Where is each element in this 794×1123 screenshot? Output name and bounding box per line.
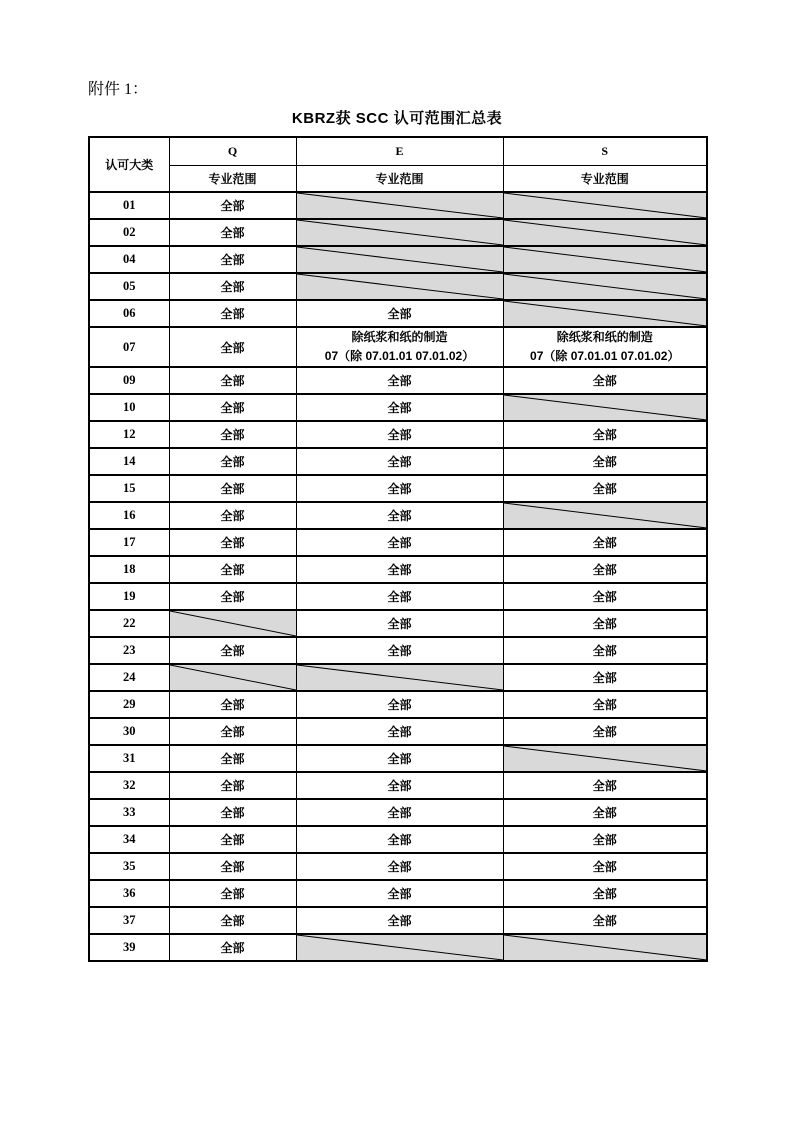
table-row [89,826,707,853]
row-id-cell: 15 [89,475,169,502]
scope-cell-q: 全部 [169,475,296,502]
diagonal-line [504,274,707,299]
scope-cell-line: 除纸浆和纸的制造 [351,330,448,344]
scope-cell-q: 全部 [169,529,296,556]
diagonal-line [504,193,707,218]
scope-cell-s [503,934,707,961]
row-id-cell: 24 [89,664,169,691]
table-row [89,367,707,394]
scope-cell-e: 全部 [296,718,503,745]
scope-cell-s: 全部 [503,664,707,691]
scope-cell-q: 全部 [169,907,296,934]
scope-cell-q: 全部 [169,394,296,421]
table-row [89,300,707,327]
row-id-cell: 12 [89,421,169,448]
scope-cell-q: 全部 [169,192,296,219]
table-row [89,475,707,502]
table-row [89,691,707,718]
scope-cell-line: 07（除 07.01.01 07.01.02） [530,349,680,363]
table-row [89,448,707,475]
scope-cell-e: 全部 [296,826,503,853]
scope-cell-s: 全部 [503,637,707,664]
scope-cell-s [503,300,707,327]
scope-cell-e [296,327,503,367]
scope-cell-e: 全部 [296,799,503,826]
row-id-cell: 06 [89,300,169,327]
subheader-cell-s: 专业范围 [503,165,707,192]
scope-cell-q: 全部 [169,300,296,327]
table-row [89,327,707,367]
diagonal-line [504,395,707,420]
scope-cell-s: 全部 [503,799,707,826]
scope-cell-s: 全部 [503,880,707,907]
diagonal-line [297,935,503,960]
header-row-columns [89,137,707,165]
scope-cell-e: 全部 [296,556,503,583]
scope-cell-s: 全部 [503,610,707,637]
row-id-cell: 05 [89,273,169,300]
scope-cell-e: 全部 [296,637,503,664]
row-id-cell: 29 [89,691,169,718]
scope-cell-line: 除纸浆和纸的制造 [556,330,653,344]
row-id-cell: 37 [89,907,169,934]
scope-cell-q [169,610,296,637]
scope-cell-q: 全部 [169,556,296,583]
row-id-cell: 01 [89,192,169,219]
diagonal-line [297,665,503,690]
column-header-q: Q [169,137,296,165]
table-row [89,772,707,799]
scope-cell-q: 全部 [169,246,296,273]
scope-cell-q: 全部 [169,718,296,745]
table-row [89,934,707,961]
row-id-cell: 30 [89,718,169,745]
scope-cell-s: 全部 [503,448,707,475]
table-row [89,192,707,219]
diagonal-line [297,247,503,272]
scope-cell-line: 07（除 07.01.01 07.01.02） [324,349,475,363]
scope-cell-q: 全部 [169,637,296,664]
row-id-cell: 34 [89,826,169,853]
scope-cell-s: 全部 [503,718,707,745]
scope-cell-s [503,502,707,529]
scope-cell-e: 全部 [296,394,503,421]
scope-cell-e: 全部 [296,691,503,718]
scope-cell-s: 全部 [503,826,707,853]
table-row [89,502,707,529]
scope-cell-e: 全部 [296,880,503,907]
scope-cell-e: 全部 [296,475,503,502]
row-id-cell: 35 [89,853,169,880]
scope-cell-s: 全部 [503,691,707,718]
diagonal-line [504,220,707,245]
scope-cell-e [296,192,503,219]
scope-cell-s: 全部 [503,853,707,880]
table-row [89,529,707,556]
diagonal-line [504,247,707,272]
table-row [89,394,707,421]
table-row [89,664,707,691]
table-row [89,421,707,448]
scope-cell-s [503,273,707,300]
scope-cell-q: 全部 [169,853,296,880]
row-id-cell: 04 [89,246,169,273]
scope-cell-e: 全部 [296,772,503,799]
scope-cell-q: 全部 [169,880,296,907]
row-id-cell: 22 [89,610,169,637]
row-id-cell: 09 [89,367,169,394]
row-id-cell: 32 [89,772,169,799]
scope-cell-q: 全部 [169,219,296,246]
scope-cell-e: 全部 [296,745,503,772]
row-id-cell: 39 [89,934,169,961]
scope-cell-q: 全部 [169,772,296,799]
row-id-cell: 23 [89,637,169,664]
row-id-cell: 36 [89,880,169,907]
scope-cell-q: 全部 [169,327,296,367]
subheader-cell-e: 专业范围 [296,165,503,192]
table-head [89,137,707,192]
scope-cell-e [296,273,503,300]
column-header-s: S [503,137,707,165]
table-row [89,246,707,273]
scope-cell-e: 全部 [296,367,503,394]
table-row [89,853,707,880]
scope-cell-e [296,934,503,961]
row-id-cell: 18 [89,556,169,583]
table-row [89,610,707,637]
row-id-cell: 33 [89,799,169,826]
scope-cell-s: 全部 [503,772,707,799]
scope-cell-q: 全部 [169,583,296,610]
table-row [89,219,707,246]
scope-cell-q [169,664,296,691]
row-id-cell: 31 [89,745,169,772]
page-title: KBRZ获 SCC 认可范围汇总表 [291,110,503,127]
scope-cell-e: 全部 [296,583,503,610]
diagonal-line [504,503,707,528]
scope-cell-q: 全部 [169,934,296,961]
scope-cell-s [503,219,707,246]
table-row [89,880,707,907]
scope-cell-q: 全部 [169,421,296,448]
scope-cell-e: 全部 [296,421,503,448]
scope-cell-s: 全部 [503,475,707,502]
scope-cell-q: 全部 [169,745,296,772]
scope-cell-e: 全部 [296,853,503,880]
row-id-cell: 02 [89,219,169,246]
corner-header-cell: 认可大类 [89,137,169,192]
table-row [89,745,707,772]
table-row [89,637,707,664]
scope-cell-q: 全部 [169,502,296,529]
diagonal-line [504,301,707,326]
scope-cell-s: 全部 [503,529,707,556]
scope-cell-s [503,745,707,772]
scope-cell-e: 全部 [296,300,503,327]
scope-table [88,136,708,962]
table-row [89,718,707,745]
scope-cell-s [503,327,707,367]
diagonal-line [297,193,503,218]
scope-cell-e: 全部 [296,610,503,637]
diagonal-line [297,274,503,299]
attachment-label: 附件 1： [88,81,149,98]
scope-cell-s: 全部 [503,556,707,583]
table-row [89,583,707,610]
scope-cell-e: 全部 [296,529,503,556]
scope-cell-s: 全部 [503,907,707,934]
table-row [89,273,707,300]
scope-cell-q: 全部 [169,826,296,853]
column-header-e: E [296,137,503,165]
scope-cell-e: 全部 [296,907,503,934]
row-id-cell: 10 [89,394,169,421]
scope-cell-e: 全部 [296,448,503,475]
table-body [89,192,707,961]
row-id-cell: 19 [89,583,169,610]
scope-cell-e [296,246,503,273]
scope-cell-e [296,664,503,691]
scope-cell-s [503,394,707,421]
scope-cell-q: 全部 [169,448,296,475]
row-id-cell: 17 [89,529,169,556]
scope-cell-s: 全部 [503,421,707,448]
scope-cell-e [296,219,503,246]
scope-cell-q: 全部 [169,799,296,826]
table-row [89,907,707,934]
scope-cell-s: 全部 [503,367,707,394]
table-row [89,556,707,583]
subheader-cell-q: 专业范围 [169,165,296,192]
scope-cell-s: 全部 [503,583,707,610]
row-id-cell: 14 [89,448,169,475]
scope-cell-q: 全部 [169,273,296,300]
scope-cell-q: 全部 [169,691,296,718]
row-id-cell: 07 [89,327,169,367]
header-row-scope [89,165,707,192]
diagonal-line [504,746,707,771]
row-id-cell: 16 [89,502,169,529]
scope-cell-e: 全部 [296,502,503,529]
scope-cell-s [503,192,707,219]
diagonal-line [297,220,503,245]
table-row [89,799,707,826]
scope-cell-s [503,246,707,273]
diagonal-line [170,611,296,636]
scope-cell-q: 全部 [169,367,296,394]
diagonal-line [170,665,296,690]
diagonal-line [504,935,707,960]
